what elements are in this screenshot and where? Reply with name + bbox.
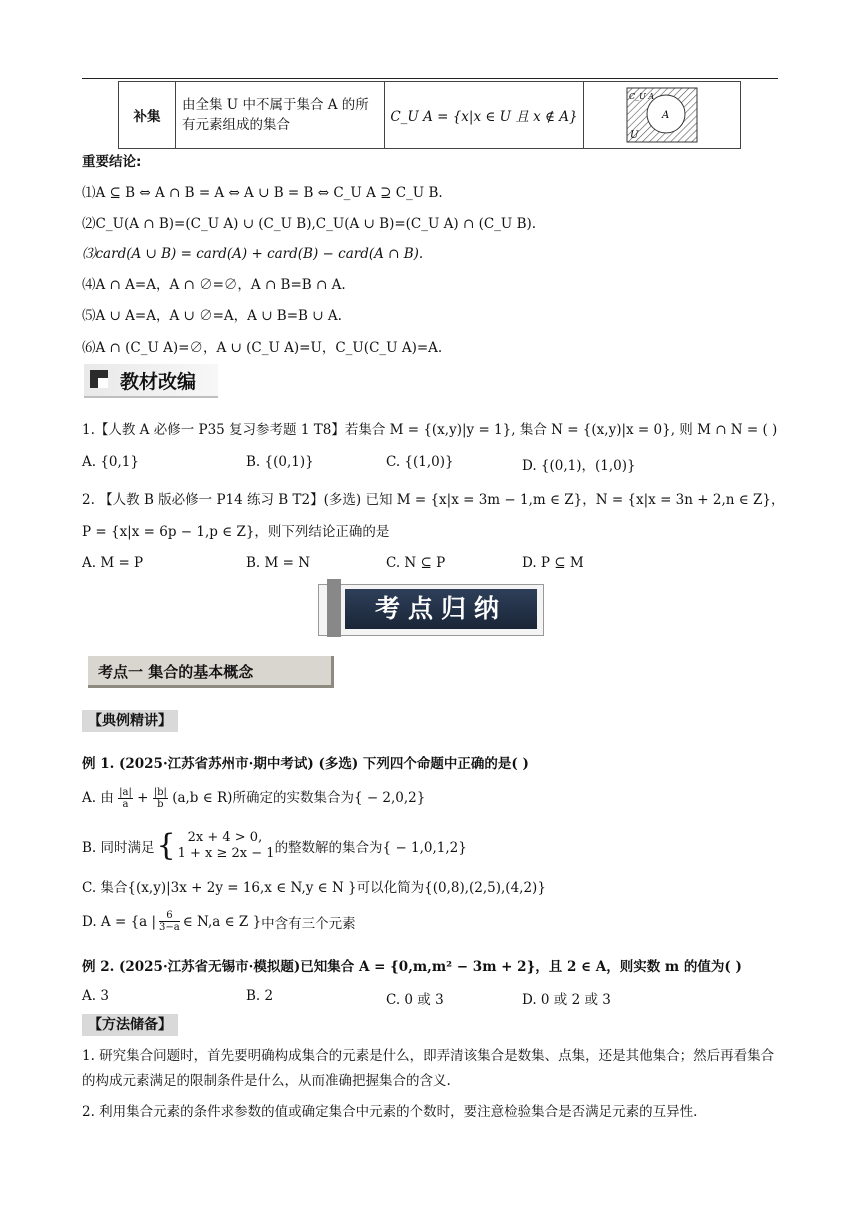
ex1-d-mid: ∈ N,a ∈ Z }	[182, 913, 262, 930]
conclusion-4: ⑷A ∩ A=A，A ∩ ∅=∅，A ∩ B=B ∩ A.	[82, 277, 346, 293]
point-1-header: 考点一 集合的基本概念	[88, 656, 334, 688]
ex2-option-c: C. 0 或 3	[386, 992, 444, 1008]
q2-option-c: C. N ⊆ P	[386, 555, 446, 571]
q2-option-b: B. M = N	[246, 555, 311, 571]
ex2-option-a: A. 3	[82, 988, 109, 1004]
banner-square-cutout	[98, 378, 108, 388]
venn-inner-label: A	[662, 110, 670, 121]
examples-tag: 【典例精讲】	[82, 710, 178, 732]
section-banner-points	[318, 584, 544, 636]
complement-table	[118, 81, 741, 149]
ex1-d-frac-den: 3−a	[159, 922, 180, 933]
ex2-option-b: B. 2	[246, 988, 274, 1004]
venn-cell	[584, 82, 741, 149]
question-2-line1: 2. 【人教 B 版必修一 P14 练习 B T2】(多选) 已知 M = {x|x = 3m − 1,m ∈ Z}，N = {x|x = 3n + 2,n ∈ Z}，	[82, 492, 785, 508]
example-2-title	[82, 955, 742, 975]
q2-option-d: D. P ⊆ M	[522, 555, 584, 571]
ex1-a-post: (a,b ∈ R)所确定的实数集合为{ − 2,0,2}	[172, 790, 426, 806]
ex1-a-frac1-num: |a|	[119, 787, 132, 798]
table-label: 补集	[119, 82, 176, 149]
ex1-d-post: 中含有三个元素	[261, 915, 356, 932]
example-2-title-text: 例 2. (2025·江苏省无锡市·模拟题)已知集合 A = {0,m,m² − 3m + 2}，且 2 ∈ A，则实数 m 的值为( )	[82, 959, 742, 975]
method-paragraph-1: 1. 研究集合问题时，首先要明确构成集合的元素是什么，即弄清该集合是数集、点集，还是其他集合；然后再看集合的构成元素满足的限制条件是什么，从而准确把握集合的含义.	[82, 1048, 775, 1089]
ex1-a-frac2-den: b	[157, 799, 164, 810]
header-rule	[82, 78, 778, 79]
method-paragraph-2: 2. 利用集合元素的条件求参数的值或确定集合中元素的个数时，要注意检验集合是否满足元素的互异性.	[82, 1104, 698, 1120]
ex1-b-post: 的整数解的集合为{ − 1,0,1,2}	[274, 840, 467, 856]
ex1-a-plus: +	[137, 790, 149, 806]
table-formula: C_U A = {x|x ∈ U 且 x ∉ A}	[385, 82, 584, 149]
q1-option-d: D. {(0,1)，(1,0)}	[522, 458, 636, 474]
ex1-a-frac2-num: |b|	[153, 787, 167, 798]
example-1-option-c: C. 集合{(x,y)|3x + 2y = 16,x ∈ N,y ∈ N }可以化简为{(0,8),(2,5),(4,2)}	[82, 880, 546, 896]
q2-option-a: A. M = P	[82, 555, 144, 571]
example-1-option-a	[82, 786, 425, 810]
ex1-a-frac2	[153, 787, 168, 810]
conclusion-1: ⑴A ⊆ B ⇔ A ∩ B = A ⇔ A ∪ B = B ⇔ C_U A ⊇ C_U B.	[82, 185, 443, 201]
ex1-a-frac1-den: a	[122, 799, 129, 810]
conclusion-2: ⑵C_U(A ∩ B)=(C_U A) ∪ (C_U B),C_U(A ∪ B)=(C_U A) ∩ (C_U B).	[82, 216, 537, 232]
section-banner-textbook	[84, 364, 218, 398]
section-title-points: 考点归纳	[345, 589, 537, 629]
question-2-line2: P = {x|x = 6p − 1,p ∈ Z}，则下列结论正确的是	[82, 524, 390, 540]
banner-bar	[327, 579, 341, 637]
ex1-b-pre: B. 同时满足	[82, 840, 155, 856]
venn-outer-label: U	[630, 130, 639, 141]
question-1: 1.【人教 A 必修一 P35 复习参考题 1 T8】若集合 M = {(x,y)|y = 1}, 集合 N = {(x,y)|x = 0}, 则 M ∩ N = ( )	[82, 422, 778, 438]
ex1-a-pre: A. 由	[82, 790, 114, 806]
ex1-d-frac-num: 6	[159, 910, 180, 922]
conclusion-5: ⑸A ∪ A=A，A ∪ ∅=A，A ∪ B=B ∪ A.	[82, 308, 342, 324]
q1-option-a: A. {0,1}	[82, 454, 139, 470]
section-title-textbook: 教材改编	[120, 371, 197, 393]
example-1-title	[82, 752, 529, 772]
example-1-title-text: 例 1. (2025·江苏省苏州市·期中考试) (多选) 下列四个命题中正确的是( )	[82, 756, 529, 772]
conclusion-6: ⑹A ∩ (C_U A)=∅，A ∪ (C_U A)=U，C_U(C_U A)=A.	[82, 340, 443, 356]
ex1-d-frac	[159, 910, 180, 933]
brace-icon: {	[156, 828, 176, 863]
q1-option-c: C. {(1,0)}	[386, 454, 454, 470]
method-tag: 【方法储备】	[82, 1014, 178, 1036]
ex2-option-d: D. 0 或 2 或 3	[522, 992, 611, 1008]
ex1-d-pre: D. A = {a |	[82, 913, 157, 930]
ex1-b-sys2: 1 + x ≥ 2x − 1	[177, 846, 275, 861]
venn-comp-label: C_U A	[629, 92, 655, 101]
q1-option-b: B. {(0,1)}	[246, 454, 314, 470]
conclusion-3: ⑶card(A ∪ B) = card(A) + card(B) − card(A ∩ B).	[82, 246, 424, 262]
example-1-option-b	[82, 830, 467, 862]
example-1-option-d	[82, 910, 356, 933]
ex1-a-frac1	[118, 787, 133, 810]
ex1-b-sys1: 2x + 4 > 0,	[187, 830, 263, 845]
conclusions-heading: 重要结论:	[82, 154, 142, 170]
table-description: 由全集 U 中不属于集合 A 的所有元素组成的集合	[176, 82, 385, 149]
ex1-b-system	[178, 830, 275, 862]
venn-diagram	[626, 87, 698, 143]
